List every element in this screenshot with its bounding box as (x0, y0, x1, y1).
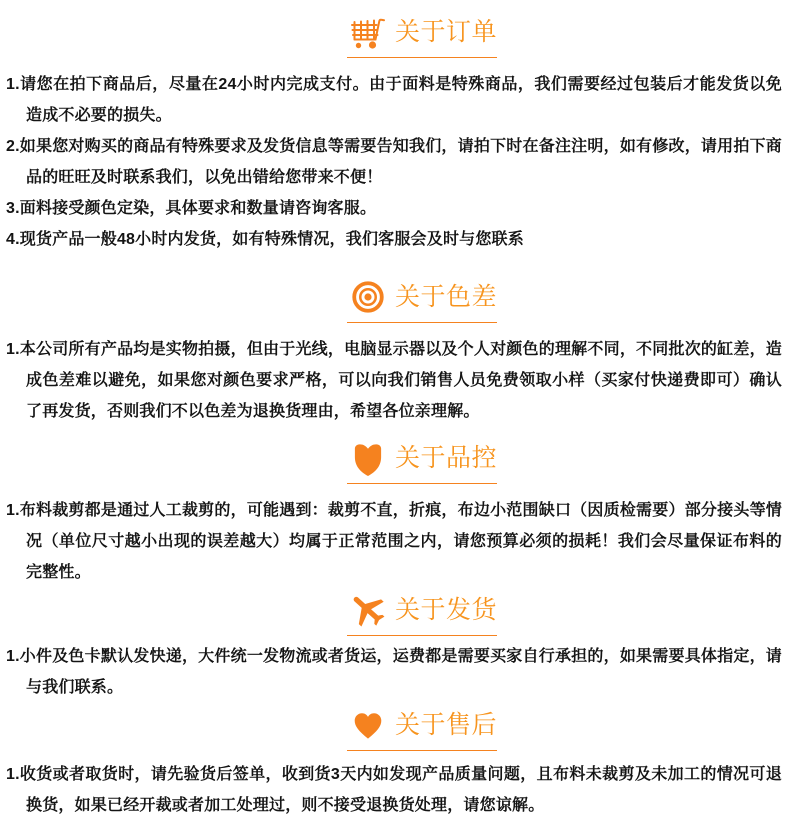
policy-item: 2.如果您对购买的商品有特殊要求及发货信息等需要告知我们，请拍下时在备注注明，如有修改，请用拍下商品的旺旺及时联系我们，以免出错给您带来不便！ (6, 138, 782, 186)
section-body-shipping (0, 641, 790, 703)
section-color-difference (0, 277, 790, 427)
policy-item: 3.面料接受颜色定染，具体要求和数量请咨询客服。 (6, 200, 377, 217)
section-body-after-sales (0, 759, 790, 821)
section-orders (0, 12, 790, 255)
section-title-after-sales: 关于售后 (394, 711, 497, 739)
section-header-quality (347, 438, 497, 484)
target-icon (347, 277, 389, 317)
cart-icon (347, 12, 389, 52)
section-header-shipping (347, 590, 497, 636)
section-header-color (347, 277, 497, 323)
section-title-shipping: 关于发货 (394, 596, 497, 624)
section-body-quality (0, 495, 790, 588)
policy-item: 1.收货或者取货时，请先验货后签单，收到货3天内如发现产品质量问题，且布料未裁剪及未加工的情况可退换货，如果已经开裁或者加工处理过，则不接受退换货处理，请您谅解。 (6, 766, 782, 814)
section-quality-control (0, 438, 790, 588)
section-header-orders (347, 12, 497, 58)
policy-item: 1.小件及色卡默认发快递，大件统一发物流或者货运，运费都是需要买家自行承担的，如果需要具体指定，请与我们联系。 (6, 648, 782, 696)
policy-item: 1.请您在拍下商品后，尽量在24小时内完成支付。由于面料是特殊商品，我们需要经过包装后才能发货以免造成不必要的损失。 (6, 76, 782, 124)
section-header-after-sales (347, 705, 497, 751)
section-body-color (0, 334, 790, 427)
section-shipping (0, 590, 790, 703)
section-after-sales (0, 705, 790, 821)
plane-icon (347, 590, 389, 630)
section-body-orders (0, 69, 790, 255)
section-title-quality: 关于品控 (394, 444, 497, 472)
shield-icon (347, 438, 389, 478)
policy-item: 4.现货产品一般48小时内发货，如有特殊情况，我们客服会及时与您联系 (6, 231, 524, 248)
policy-item: 1.本公司所有产品均是实物拍摄，但由于光线，电脑显示器以及个人对颜色的理解不同，不同批次的缸差，造成色差难以避免，如果您对颜色要求严格，可以向我们销售人员免费领取小样（买家付快递费即可）确认了再发货，否则我们不以色差为退换货理由，希望各位亲理解。 (6, 341, 782, 420)
section-title-color: 关于色差 (394, 283, 497, 311)
policy-item: 1.布料裁剪都是通过人工裁剪的，可能遇到：裁剪不直，折痕，布边小范围缺口（因质检需要）部分接头等情况（单位尺寸越小出现的误差越大）均属于正常范围之内，请您预算必须的损耗！我们会尽量保证布料的完整性。 (6, 502, 782, 581)
heart-icon (347, 705, 389, 745)
section-title-orders: 关于订单 (394, 18, 497, 46)
